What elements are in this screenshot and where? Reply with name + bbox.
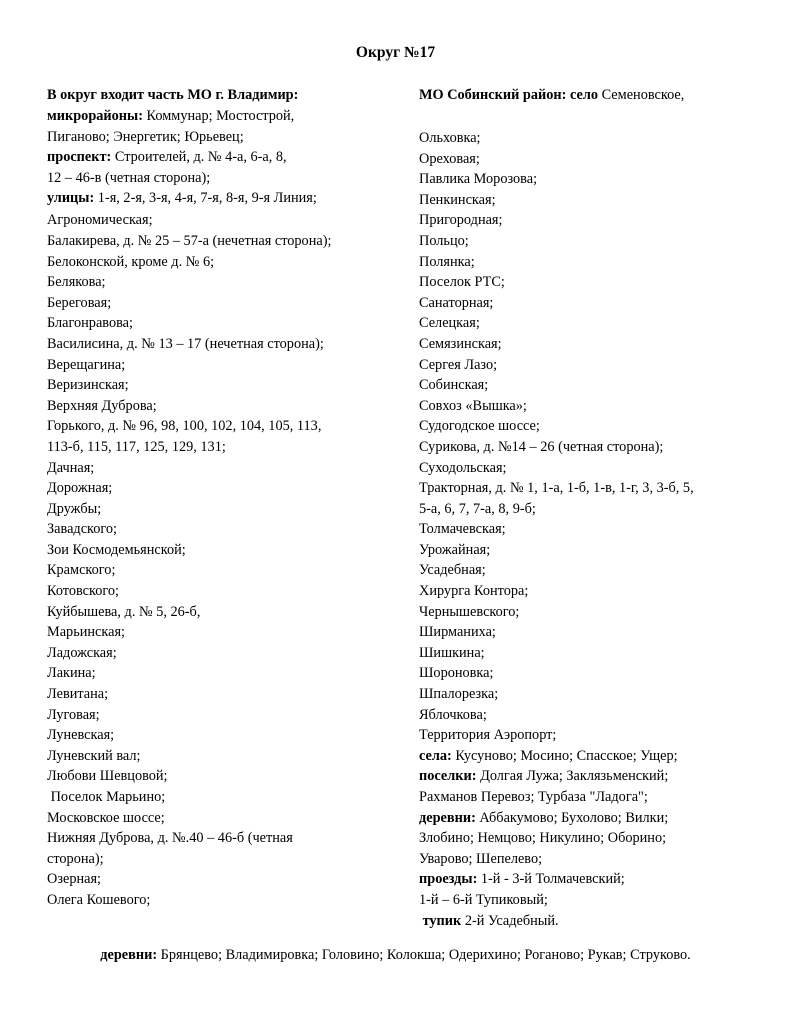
street-item: Польцо; (419, 232, 469, 249)
left-column (47, 84, 367, 911)
street-item: Ширманиха; (419, 624, 496, 641)
right-street-list (419, 127, 779, 746)
street-item: Суходольская; (419, 459, 507, 476)
street-item: Зои Космодемьянской; (47, 541, 186, 558)
street-item: Береговая; (47, 294, 112, 311)
street-item: Павлика Морозова; (419, 171, 538, 188)
street-item: Озерная; (47, 871, 102, 888)
street-item: Дружбы; (47, 500, 102, 517)
street-item: Крамского; (47, 562, 116, 579)
document-title: Округ №17 (355, 44, 436, 61)
street-item: Пенкинская; (419, 191, 496, 208)
left-intro: В округ входит часть МО г. Владимир: (47, 87, 299, 103)
street-item: Чернышевского; (419, 603, 520, 620)
poselki-line: Рахманов Перевоз; Турбаза "Ладога"; (419, 789, 648, 805)
bottom-villages-line: деревни: Брянцево; Владимировка; Головино; Колокша; Одерихино; Роганово; Рукав; Струково. (100, 947, 691, 963)
street-item: Московское шоссе; (47, 809, 165, 826)
street-item: Верещагина; (47, 356, 126, 373)
street-item: Судогодское шоссе; (419, 418, 540, 435)
street-item: Яблочкова; (419, 706, 487, 723)
street-item: Марьинская; (47, 624, 125, 641)
street-item: Василисина, д. № 13 – 17 (нечетная сторона); (47, 335, 324, 352)
tupik-line: тупик 2-й Усадебный. (422, 912, 559, 929)
street-item: Полянка; (419, 253, 475, 270)
street-item: Белякова; (47, 274, 106, 291)
street-item: Шпалорезка; (419, 686, 499, 703)
derevni-line: Уварово; Шепелево; (419, 850, 543, 867)
street-item: Урожайная; (419, 541, 491, 558)
street-item: Ладожская; (47, 644, 117, 661)
street-item: Усадебная; (419, 562, 486, 579)
street-item: Котовского; (47, 583, 120, 600)
right-intro: МО Собинский район: село Семеновское, (419, 87, 685, 103)
street-item: Любови Шевцовой; (47, 768, 168, 785)
street-item: Благонравова; (47, 315, 133, 332)
blank-line (419, 106, 779, 127)
prospekt-line: 12 – 46-в (четная сторона); (47, 169, 211, 186)
street-item: Дорожная; (47, 480, 113, 497)
street-item: Агрономическая; (47, 211, 153, 228)
street-item: Белоконской, кроме д. № 6; (47, 253, 215, 270)
street-item: Совхоз «Вышка»; (419, 397, 527, 414)
street-item: Семязинская; (419, 335, 502, 352)
right-column (419, 84, 779, 931)
street-item: Дачная; (47, 459, 95, 476)
street-item: Поселок РТС; (419, 274, 505, 291)
street-item: Олега Кошевого; (47, 891, 151, 908)
street-item: Санаторная; (419, 294, 494, 311)
street-item: Нижняя Дуброва, д. №.40 – 46-б (четная (47, 830, 293, 847)
street-item: Хирурга Контора; (419, 583, 529, 600)
derevni-line: деревни: Аббакумово; Бухолово; Вилки; (419, 809, 669, 826)
prospekt-line: проспект: Строителей, д. № 4-а, 6-а, 8, (47, 149, 287, 166)
street-item: Ореховая; (419, 150, 480, 167)
street-item: Балакирева, д. № 25 – 57-а (нечетная сторона); (47, 232, 332, 249)
street-item: Завадского; (47, 521, 118, 538)
street-item: Пригородная; (419, 212, 503, 229)
street-item: Горького, д. № 96, 98, 100, 102, 104, 105, 113, (47, 418, 322, 435)
street-item: 113-б, 115, 117, 125, 129, 131; (47, 438, 226, 455)
street-item: Сурикова, д. №14 – 26 (четная сторона); (419, 438, 664, 455)
microdistricts-line: микрорайоны: Коммунар; Мостострой, (47, 108, 295, 124)
street-item: Левитана; (47, 686, 109, 703)
street-item: Куйбышева, д. № 5, 26-б, (47, 603, 201, 620)
street-item: Шишкина; (419, 644, 485, 661)
street-item: Шороновка; (419, 665, 494, 682)
street-item: Лакина; (47, 665, 96, 682)
street-item: Луневский вал; (47, 747, 141, 764)
left-street-list (47, 209, 367, 911)
street-item: Ольховка; (419, 129, 481, 146)
street-item: Луневская; (47, 727, 115, 744)
street-item: Сергея Лазо; (419, 356, 498, 373)
street-item: сторона); (47, 850, 104, 867)
street-item: 5-а, 6, 7, 7-а, 8, 9-б; (419, 500, 536, 517)
proezdy-line: 1-й – 6-й Тупиковый; (419, 891, 548, 908)
street-item: Селецкая; (419, 315, 480, 332)
street-item: Веризинская; (47, 377, 129, 394)
proezdy-line: проезды: 1-й - 3-й Толмачевский; (419, 871, 625, 888)
poselki-line: поселки: Долгая Лужа; Заклязьменский; (419, 768, 669, 785)
street-item: Собинская; (419, 377, 489, 394)
street-item: Поселок Марьино; (47, 789, 166, 805)
sela-line: села: Кусуново; Мосино; Спасское; Ущер; (419, 747, 678, 764)
street-item: Верхняя Дуброва; (47, 397, 157, 414)
microdistricts-line: Пиганово; Энергетик; Юрьевец; (47, 128, 244, 145)
streets-line: улицы: 1-я, 2-я, 3-я, 4-я, 7-я, 8-я, 9-я Линия; (47, 190, 317, 207)
street-item: Толмачевская; (419, 521, 506, 538)
street-item: Территория Аэропорт; (419, 727, 557, 744)
street-item: Луговая; (47, 706, 100, 723)
street-item: Тракторная, д. № 1, 1-а, 1-б, 1-в, 1-г, 3, 3-б, 5, (419, 480, 694, 497)
derevni-line: Злобино; Немцово; Никулино; Оборино; (419, 830, 667, 847)
